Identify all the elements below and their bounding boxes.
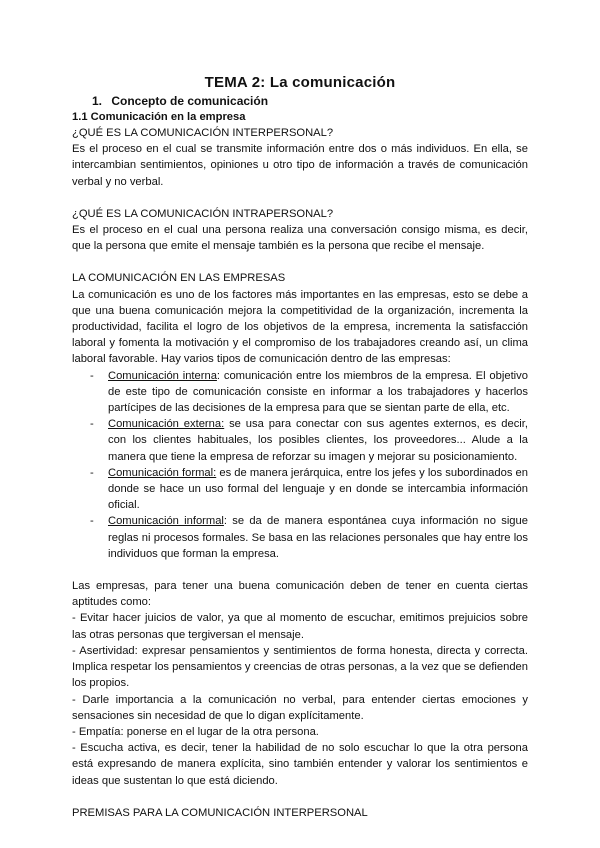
section-number: 1. [92,94,103,108]
communication-types-list [72,368,528,562]
section-heading-1 [92,93,528,109]
aptitude-item: - Asertividad: expresar pensamientos y sentimientos de forma honesta, directa y correcta. Implica respetar los pensamientos y creencias de otras personas, a la vez que se defienden los propios. [72,644,528,690]
term-description: es de manera jerárquica, entre los jefes y los subordinados en donde se hace un uso formal del lenguaje y en donde se intercambia información oficial. [108,466,528,512]
term: Comunicación formal: [108,466,217,479]
aptitude-item: - Escucha activa, es decir, tener la habilidad de no solo escuchar lo que la otra persona está expresando de manera explícita, sino también entender y valorar los sentimientos e ideas que sustentan lo que está diciendo. [72,742,528,787]
paragraph-interpersonal: Es el proceso en el cual se transmite información entre dos o más individuos. En ella, se intercambian sentimientos, opiniones u otro tipo de información a través de comunicación verbal y no verbal. [72,143,528,188]
list-dash: - [90,466,94,479]
term-sep: : [223,515,228,528]
list-item [72,513,528,562]
list-dash: - [90,369,94,382]
list-item [72,368,528,417]
list-dash: - [90,515,94,528]
term-description: se da de manera espontánea cuya información no sigue reglas ni procesos formales. Se basa en las relaciones personales que hay entre los individuos que forman la empresa. [108,515,528,560]
document-page [72,73,528,821]
term-sep: : [216,369,221,382]
term: Comunicación externa: [108,418,225,431]
term: Comunicación informal [108,515,224,528]
term-description: se usa para conectar con sus agentes externos, es decir, con los clientes habituales, los posibles clientes, los proveedores... Alude a la manera que tiene la empresa de reforzar su imagen y mejorar su posicionamiento. [108,418,528,463]
heading-empresas: LA COMUNICACIÓN EN LAS EMPRESAS [72,272,286,285]
subsection-heading: 1.1 Comunicación en la empresa [72,111,246,123]
paragraph-intrapersonal: Es el proceso en el cual una persona realiza una conversación consigo misma, es decir, que la persona que emite el mensaje también es la persona que recibe el mensaje. [72,224,528,253]
term-description: comunicación entre los miembros de la empresa. El objetivo de este tipo de comunicación consiste en informar a los trabajadores y hacerlos partícipes de las decisiones de la empresa para que se sientan parte de ella, etc. [108,369,528,415]
heading-premisas: PREMISAS PARA LA COMUNICACIÓN INTERPERSONAL [72,806,368,819]
paragraph-empresas: La comunicación es uno de los factores más importantes en las empresas, esto se debe a que una buena comunicación mejora la competitividad de la organización, incrementa la productividad, facilita el logro de los objetivos de la empresa, incrementa la satisfacción laboral y fomenta la motivación y el compromiso de los trabajadores creando así, un clima laboral favorable. Hay varios tipos de comunicación dentro de las empresas: [72,288,528,366]
term: Comunicación interna [108,369,217,382]
aptitude-item: - Darle importancia a la comunicación no verbal, para entender ciertas emociones y sensaciones sin necesidad de que lo digan explícitamente. [72,693,528,722]
question-intrapersonal: ¿QUÉ ES LA COMUNICACIÓN INTRAPERSONAL? [72,207,334,220]
list-item [72,465,528,514]
list-item [72,416,528,465]
section-label: Concepto de comunicación [111,94,269,108]
paragraph-aptitudes-intro: Las empresas, para tener una buena comunicación deben de tener en cuenta ciertas aptitudes como: [72,580,528,609]
page-title: TEMA 2: La comunicación [204,74,396,91]
aptitude-item: - Evitar hacer juicios de valor, ya que al momento de escuchar, emitimos prejuicios sobre las otras personas que tergiversan el mensaje. [72,612,528,641]
list-dash: - [90,418,94,431]
aptitude-item: - Empatía: ponerse en el lugar de la otra persona. [72,725,319,738]
question-interpersonal: ¿QUÉ ES LA COMUNICACIÓN INTERPERSONAL? [72,127,334,139]
